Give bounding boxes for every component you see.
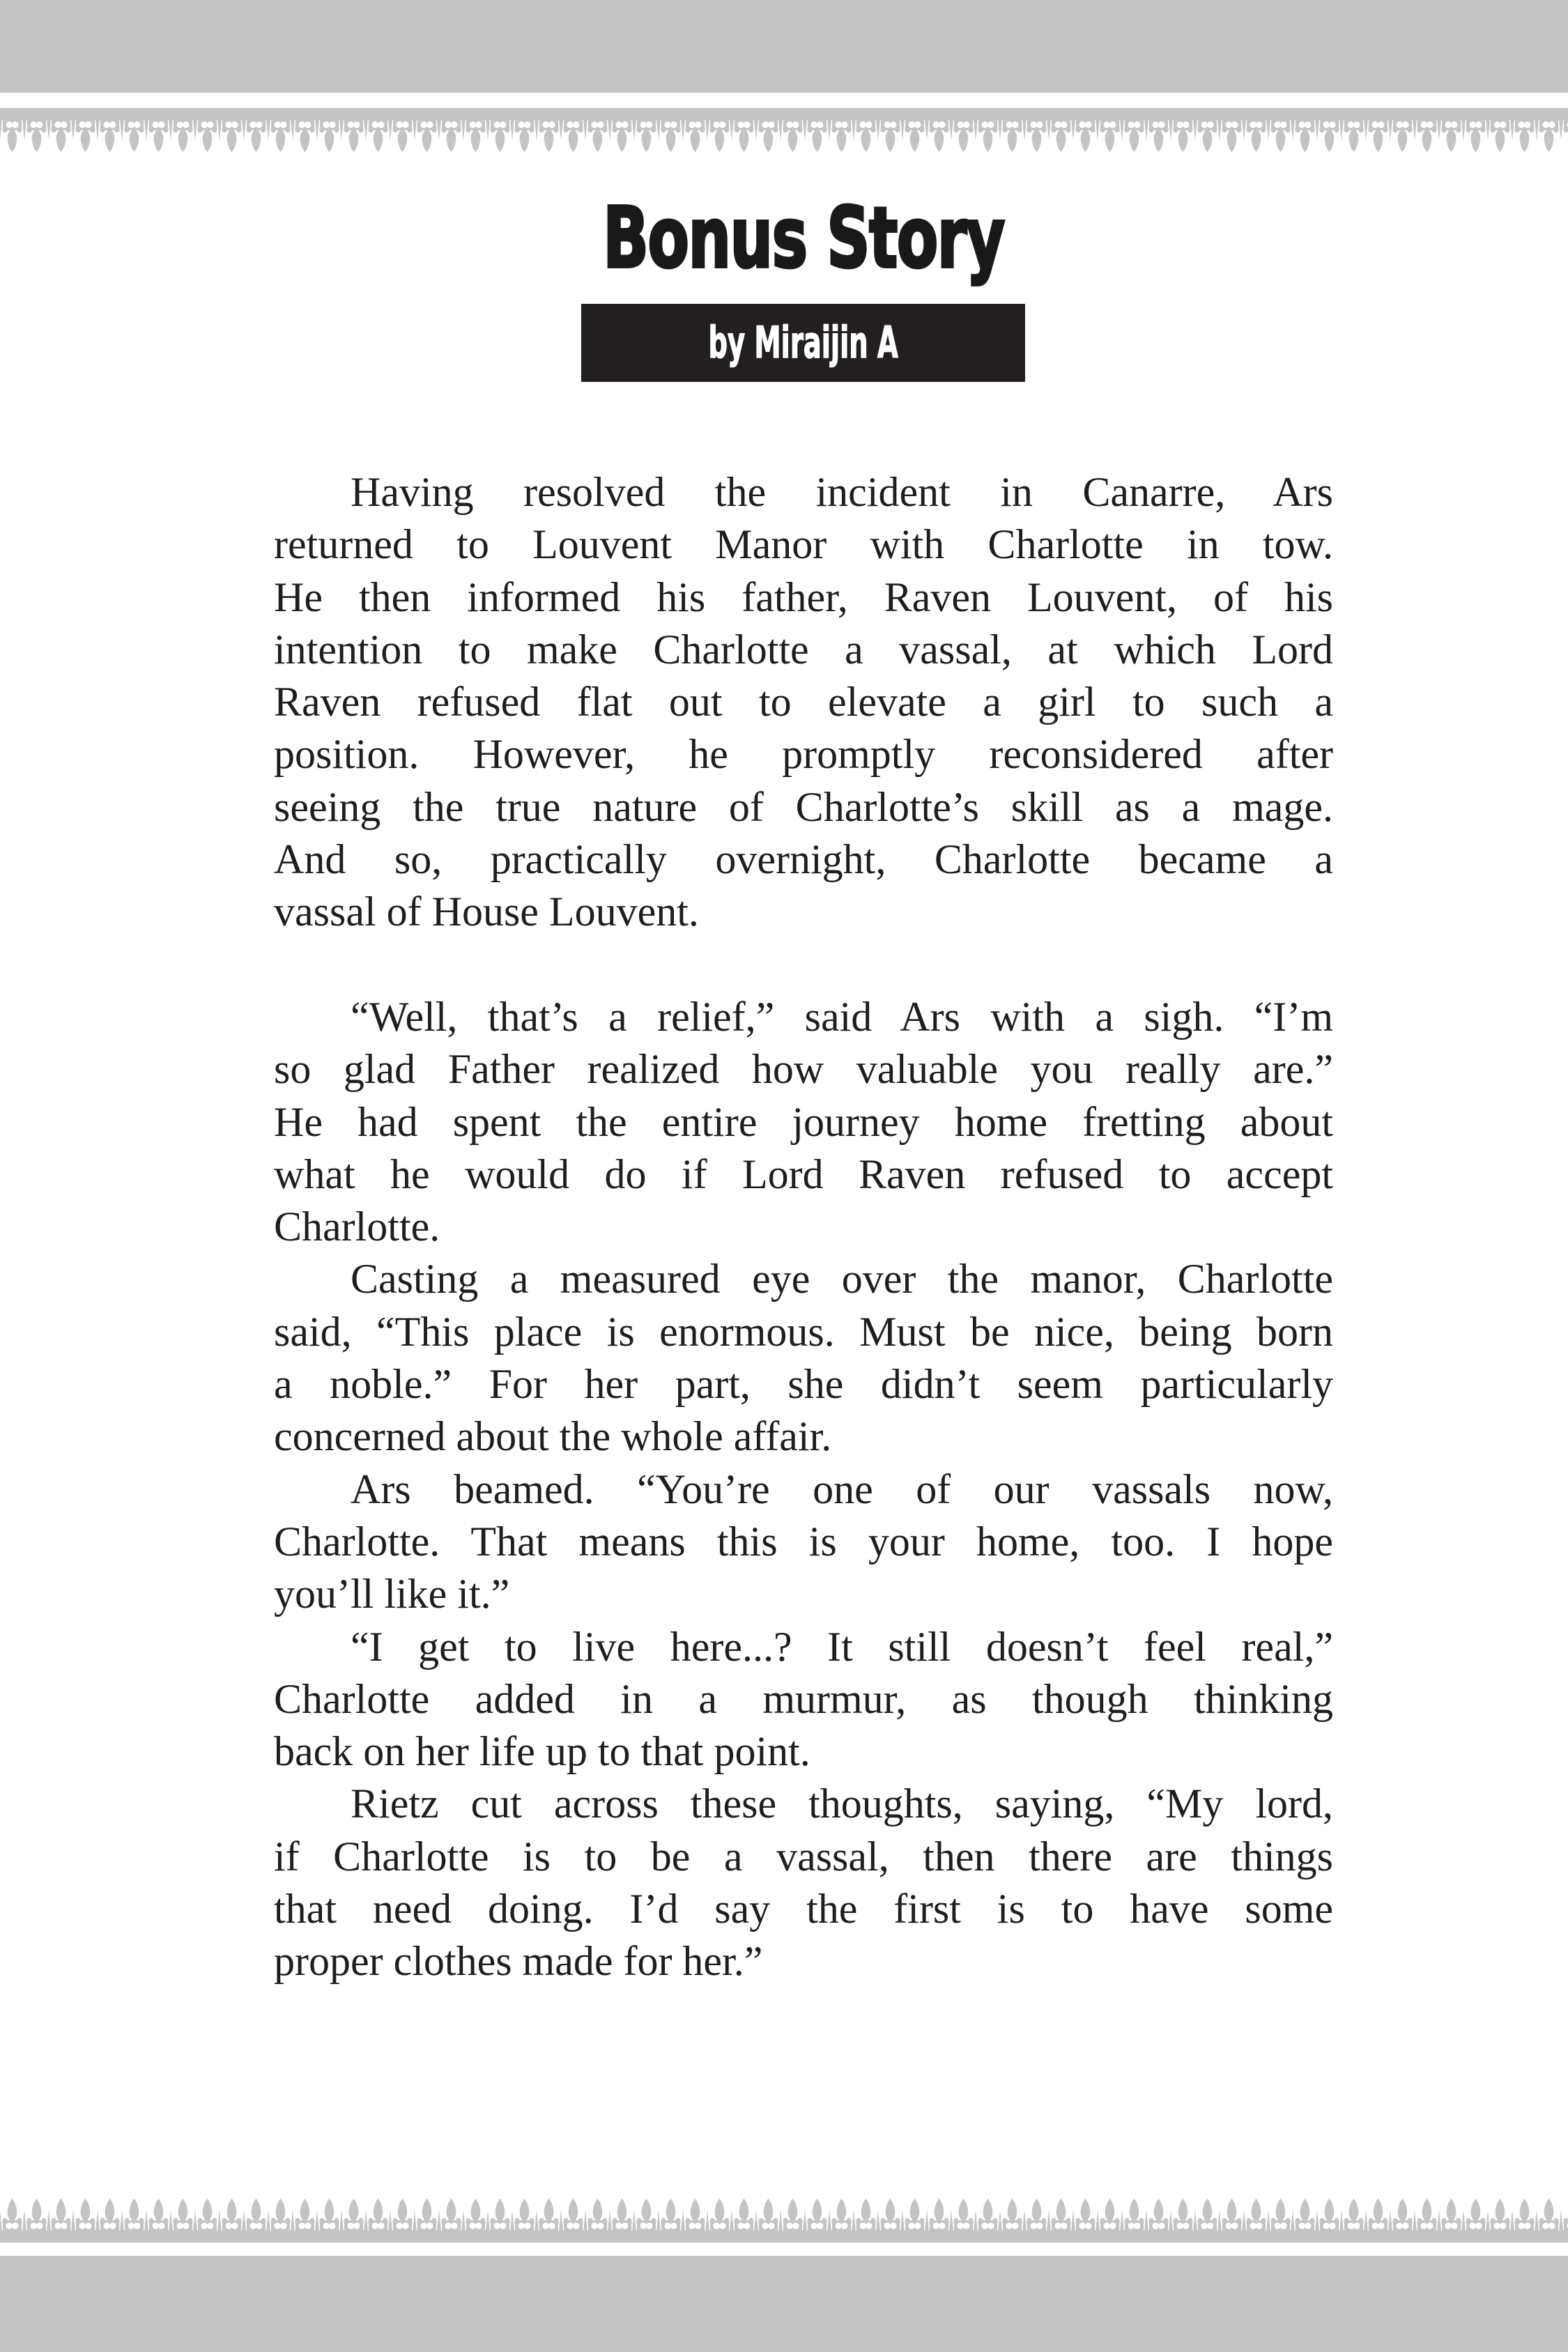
text-line: so glad Father realized how valuable you really are.”	[274, 1046, 1333, 1093]
text-line: returned to Louvent Manor with Charlotte in tow.	[274, 521, 1333, 568]
paragraph	[274, 1463, 1333, 1621]
text-line: Casting a measured eye over the manor, Charlotte	[351, 1256, 1333, 1302]
text-line: back on her life up to that point.	[274, 1728, 810, 1775]
text-line: Raven refused flat out to elevate a girl to such a	[274, 679, 1333, 725]
text-line: you’ll like it.”	[274, 1571, 510, 1617]
text-line: what he would do if Lord Raven refused to accept	[274, 1151, 1333, 1197]
text-line: that need doing. I’d say the first is to have some	[274, 1886, 1333, 1932]
text-line: Rietz cut across these thoughts, saying, “My lord,	[351, 1781, 1333, 1827]
paragraph	[274, 1621, 1333, 1778]
text-line: Having resolved the incident in Canarre, Ars	[351, 469, 1333, 515]
paragraph	[274, 1778, 1333, 1988]
text-line: if Charlotte is to be a vassal, then there are things	[274, 1833, 1333, 1880]
text-line: position. However, he promptly reconsidered after	[274, 731, 1333, 778]
text-line: Charlotte. That means this is your home, too. I hope	[274, 1518, 1333, 1565]
text-line: said, “This place is enormous. Must be nice, being born	[274, 1308, 1333, 1355]
text-line: concerned about the whole affair.	[274, 1413, 832, 1460]
body-text	[274, 466, 1333, 1988]
byline: by Miraijin A	[708, 317, 898, 368]
text-line: seeing the true nature of Charlotte’s skill as a mage.	[274, 783, 1333, 830]
paragraph	[274, 991, 1333, 1253]
text-line: Ars beamed. “You’re one of our vassals now,	[351, 1466, 1333, 1512]
text-line: vassal of House Louvent.	[274, 889, 699, 935]
text-line: “Well, that’s a relief,” said Ars with a sigh. “I’m	[351, 993, 1333, 1040]
text-line: He had spent the entire journey home fretting about	[274, 1098, 1333, 1145]
page-title: Bonus Story	[603, 190, 1004, 287]
text-line: He then informed his father, Raven Louvent, of his	[274, 574, 1333, 620]
paragraph	[274, 1253, 1333, 1463]
text-line: proper clothes made for her.”	[274, 1938, 763, 1985]
lace-border-bottom-icon	[0, 2197, 1568, 2243]
lace-border-top-icon	[0, 108, 1568, 153]
text-line: a noble.” For her part, she didn’t seem particularly	[274, 1361, 1333, 1408]
paragraph	[274, 466, 1333, 939]
text-line: Charlotte.	[274, 1204, 440, 1250]
text-line: “I get to live here...? It still doesn’t feel real,”	[351, 1623, 1333, 1670]
byline-box	[581, 304, 1025, 382]
text-line: intention to make Charlotte a vassal, at which Lord	[274, 626, 1333, 672]
top-border-band	[0, 0, 1568, 93]
text-line: Charlotte added in a murmur, as though thinking	[274, 1675, 1333, 1722]
bottom-border-band	[0, 2256, 1568, 2352]
text-line: And so, practically overnight, Charlotte became a	[274, 836, 1333, 883]
